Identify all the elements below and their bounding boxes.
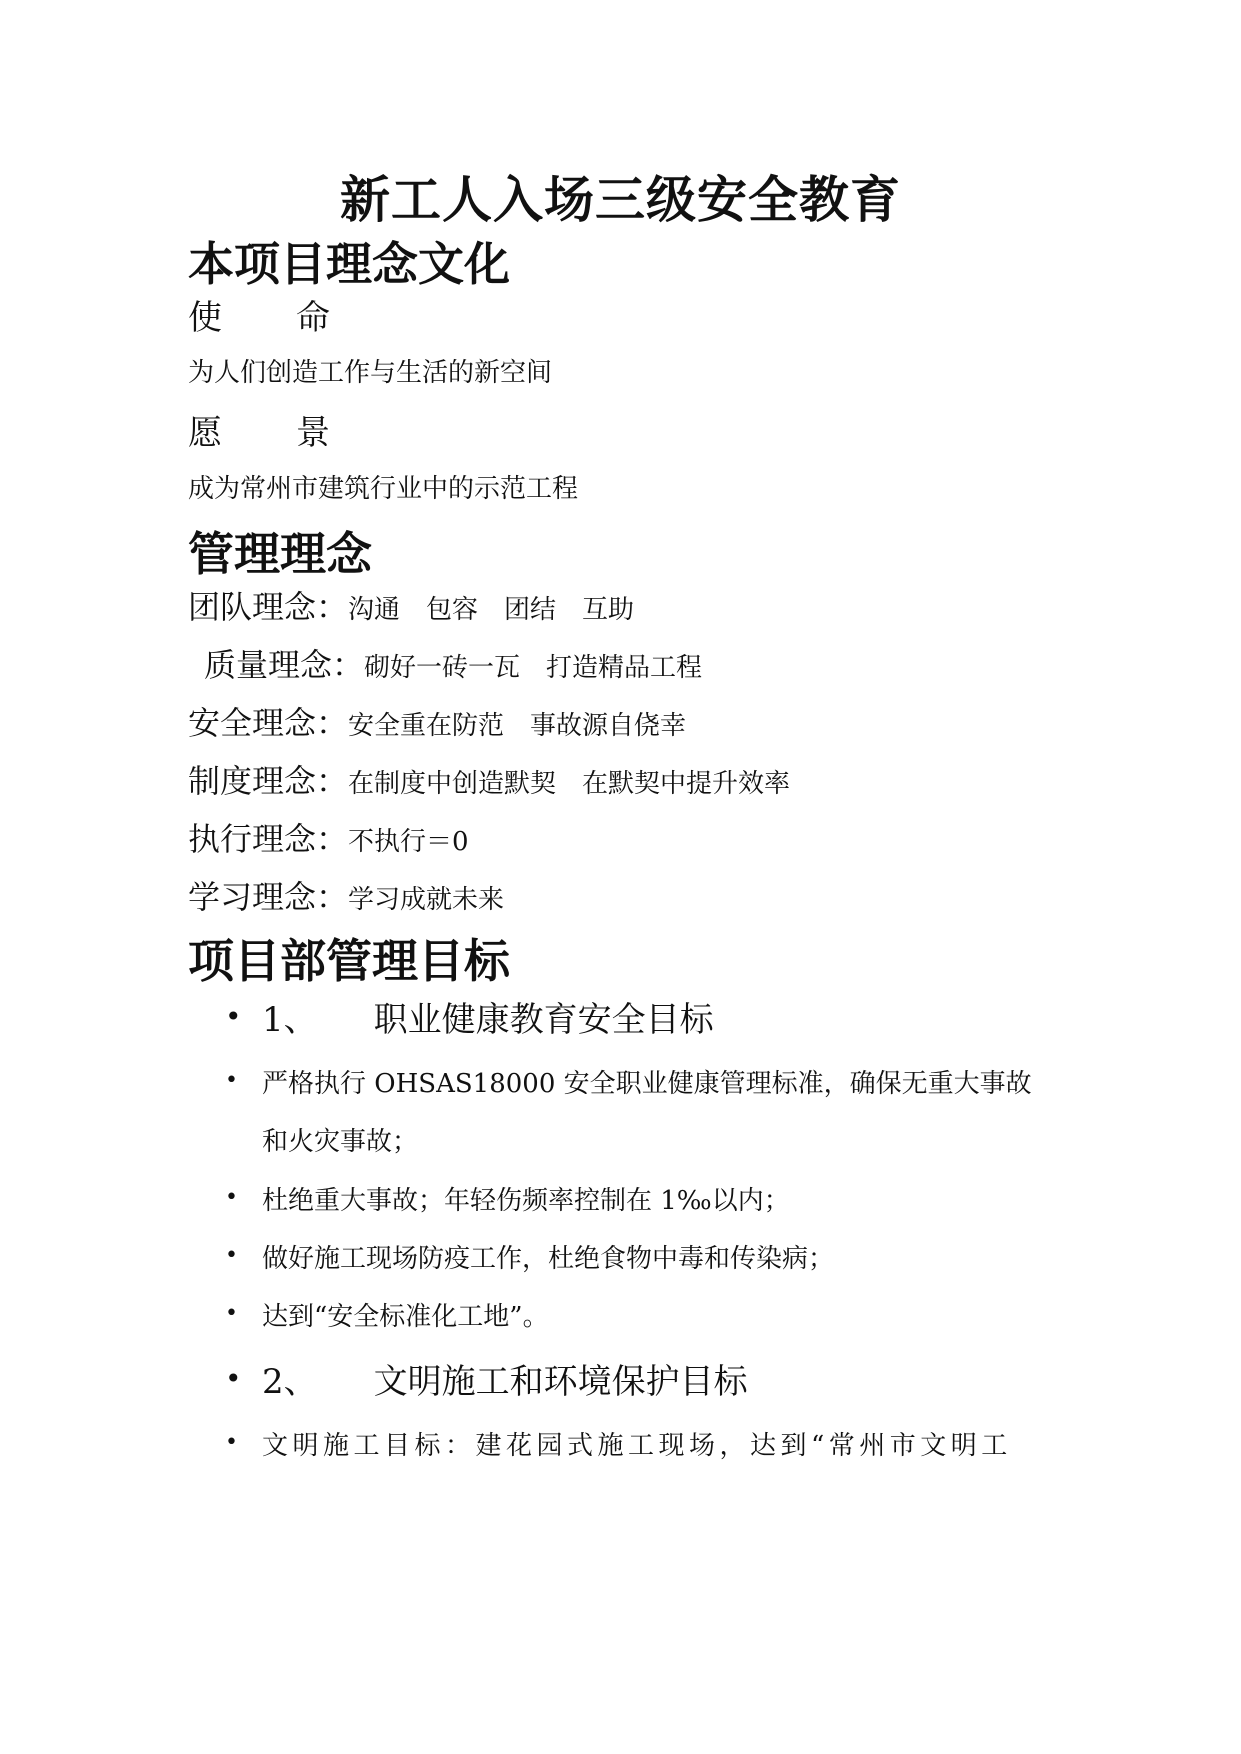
- philosophy-item-team: [188, 582, 634, 628]
- mission-label-char-1: 使: [188, 298, 222, 338]
- goal-number: 1、: [262, 1000, 318, 1040]
- goal-1-heading: [262, 992, 714, 1041]
- philosophy-value: 不执行＝0: [348, 827, 469, 857]
- goal-1-item: 杜绝重大事故；年轻伤频率控制在 1‰以内；: [262, 1186, 790, 1216]
- philosophy-item-learning: [188, 872, 504, 918]
- goal-title: 职业健康教育安全目标: [373, 1000, 714, 1040]
- goal-2-item: 文明施工目标：建花园式施工现场，达到“常州市文明工: [262, 1431, 1012, 1461]
- philosophy-label: 安全理念：: [188, 704, 349, 742]
- document-title: 新工人入场三级安全教育: [340, 171, 901, 229]
- vision-label-char-1: 愿: [188, 413, 222, 453]
- philosophy-label: 质量理念：: [204, 646, 365, 684]
- philosophy-value: 学习成就未来: [348, 885, 505, 915]
- mission-label-char-2: 命: [296, 298, 330, 338]
- goal-title: 文明施工和环境保护目标: [373, 1362, 748, 1402]
- philosophy-label: 制度理念：: [188, 762, 349, 800]
- mission-text: 为人们创造工作与生活的新空间: [188, 358, 553, 388]
- philosophy-item-quality: [204, 640, 702, 686]
- goal-number: 2、: [262, 1362, 318, 1402]
- philosophy-value: 安全重在防范 事故源自侥幸: [348, 711, 687, 741]
- culture-heading: 本项目理念文化: [188, 237, 510, 291]
- vision-label-char-2: 景: [296, 413, 330, 453]
- goals-heading: 项目部管理目标: [188, 934, 510, 988]
- bullet-icon: •: [225, 1068, 238, 1093]
- bullet-icon: •: [225, 1243, 238, 1268]
- philosophy-value: 沟通 包容 团结 互助: [348, 595, 635, 625]
- goal-1-item-continued: 和火灾事故；: [262, 1127, 419, 1157]
- goal-1-item: 严格执行 OHSAS18000 安全职业健康管理标准，确保无重大事故: [262, 1069, 1032, 1099]
- philosophy-label: 学习理念：: [188, 878, 349, 916]
- management-heading: 管理理念: [188, 527, 372, 581]
- bullet-icon: •: [225, 1000, 242, 1033]
- bullet-icon: •: [225, 1301, 238, 1326]
- goal-2-heading: [262, 1354, 748, 1403]
- philosophy-item-safety: [188, 698, 686, 744]
- philosophy-value: 砌好一砖一瓦 打造精品工程: [364, 653, 703, 683]
- philosophy-item-system: [188, 756, 790, 802]
- philosophy-label: 团队理念：: [188, 588, 349, 626]
- philosophy-value: 在制度中创造默契 在默契中提升效率: [348, 769, 791, 799]
- bullet-icon: •: [225, 1362, 242, 1395]
- goal-1-item: 达到“安全标准化工地”。: [262, 1302, 549, 1332]
- vision-text: 成为常州市建筑行业中的示范工程: [188, 474, 579, 504]
- goal-1-item: 做好施工现场防疫工作，杜绝食物中毒和传染病；: [262, 1244, 835, 1274]
- vision-label: [188, 405, 330, 454]
- mission-label: [188, 290, 330, 339]
- philosophy-item-execution: [188, 814, 469, 860]
- bullet-icon: •: [225, 1185, 238, 1210]
- philosophy-label: 执行理念：: [188, 820, 349, 858]
- bullet-icon: •: [225, 1430, 238, 1455]
